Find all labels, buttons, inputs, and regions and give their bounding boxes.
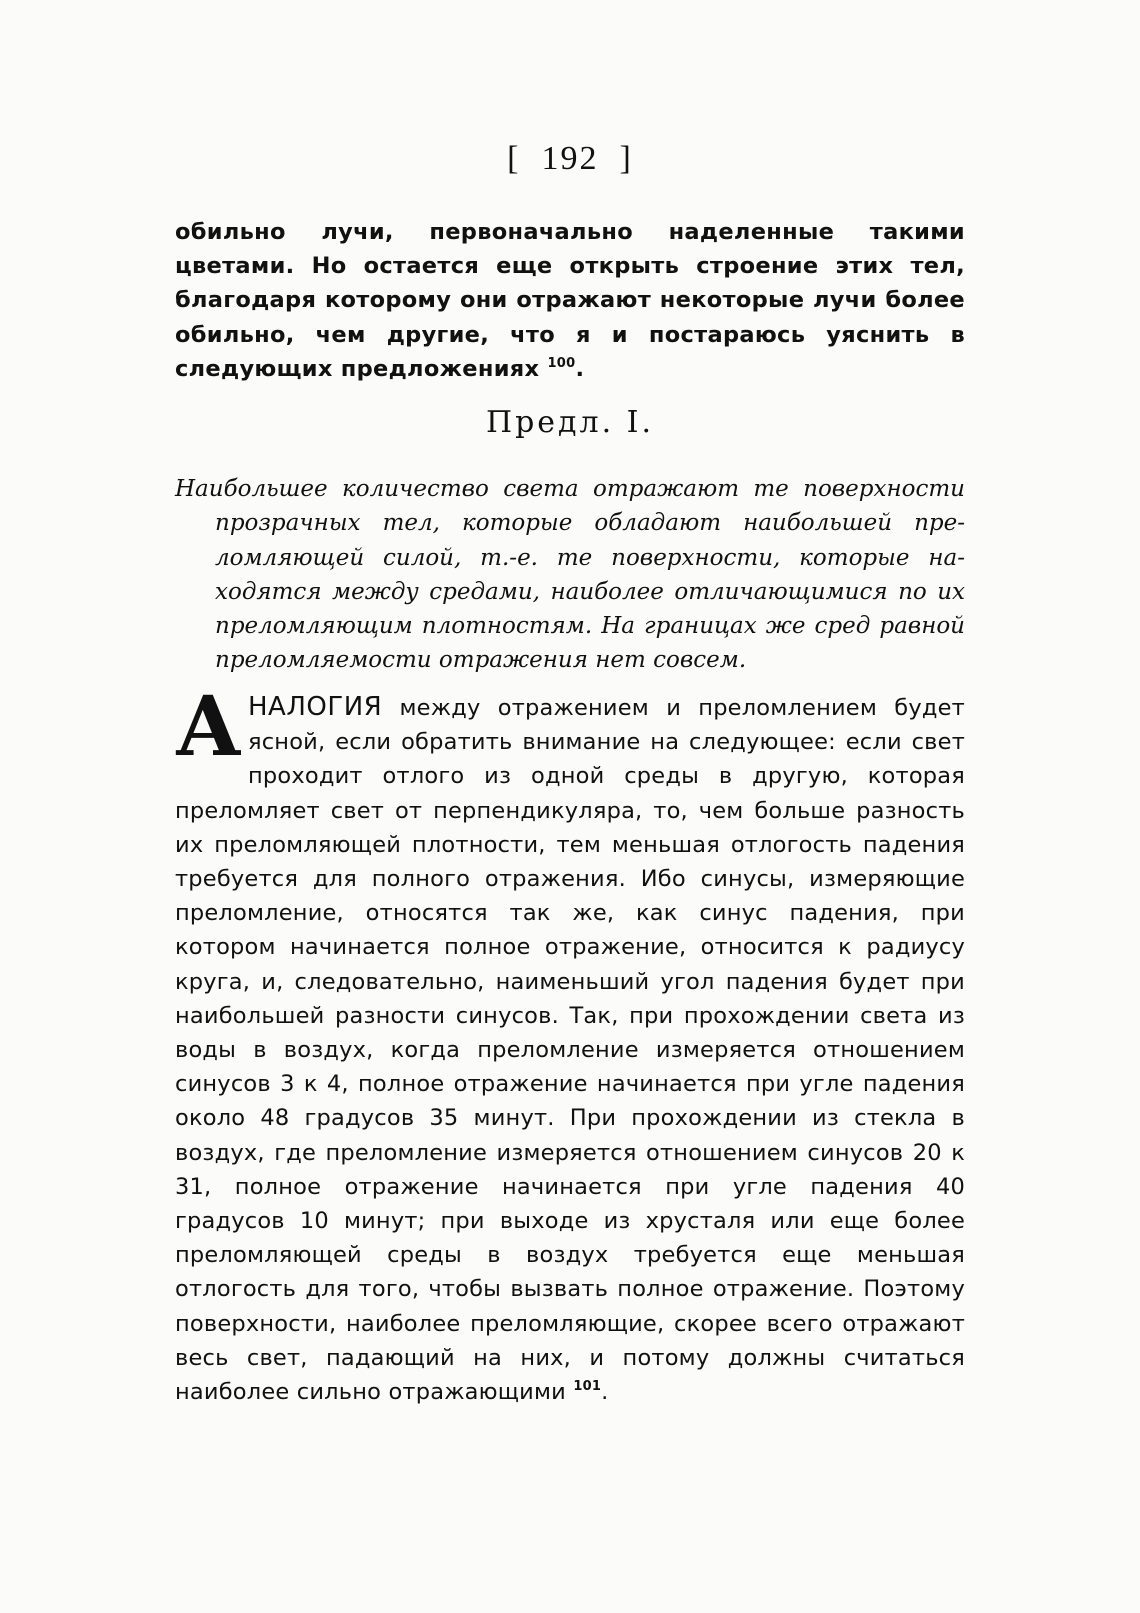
page-number: [ 192 ] xyxy=(507,140,633,177)
drop-cap: А xyxy=(175,679,242,775)
body-text: между отражением и преломлением будет ясной, если обратить внимание на следующее: если свет проходит отлого из одной среды в другую, которая преломляет свет от перпендикуляра, то, чем больше разность их преломляющей плотности, тем меньшая отлогость падения требуется для полного отражения. Ибо синусы, измеряющие преломление, относятся так же, как синус падения, при котором начинается полное отражение, относится к радиусу круга, и, следовательно, наименьший угол падения будет при наибольшей разности синусов. Так, при прохождении света из воды в воздух, когда преломление измеряется отношением синусов 3 к 4, полное отражение начинается при угле падения около 48 градусов 35 минут. При прохождении из стекла в воздух, где преломление измеряется отношением синусов 20 к 31, полное отражение начинается при угле падения 40 градусов 10 минут; при выходе из хрусталя или еще более преломляющей среды в воздух требуется еще меньшая отлогость для того, чтобы вызвать полное отражение. Поэтому поверхности, наиболее преломляющие, скорее всего отражают весь свет, падающий на них, и потому должны считаться наиболее сильно отражающими xyxy=(175,695,965,1406)
intro-paragraph xyxy=(175,215,965,386)
footnote-marker-100: 100 xyxy=(547,355,576,371)
lead-word: НАЛОГИЯ xyxy=(248,692,383,722)
body-end: . xyxy=(601,1379,609,1406)
footnote-marker-101: 101 xyxy=(573,1379,602,1395)
body-paragraph xyxy=(175,679,965,1409)
intro-end: . xyxy=(575,355,585,382)
proposition-heading: Предл. I. xyxy=(485,405,655,440)
proposition-statement: Наибольшее количество света отражают те поверхности прозрачных тел, которые обладают наибольшей преломляющей силой, т.-е. те поверхности, которые находятся между средами, наиболее отличающимися по их преломляющим плотностям. На границах же сред равной преломляемости отражения нет совсем. xyxy=(175,476,965,674)
intro-text: обильно лучи, первоначально наделенные такими цветами. Но остается еще открыть строение этих тел, благодаря которому они отражают некоторые лучи более обильно, чем другие, что я и постараюсь уяснить в следующих предложениях xyxy=(175,219,965,382)
